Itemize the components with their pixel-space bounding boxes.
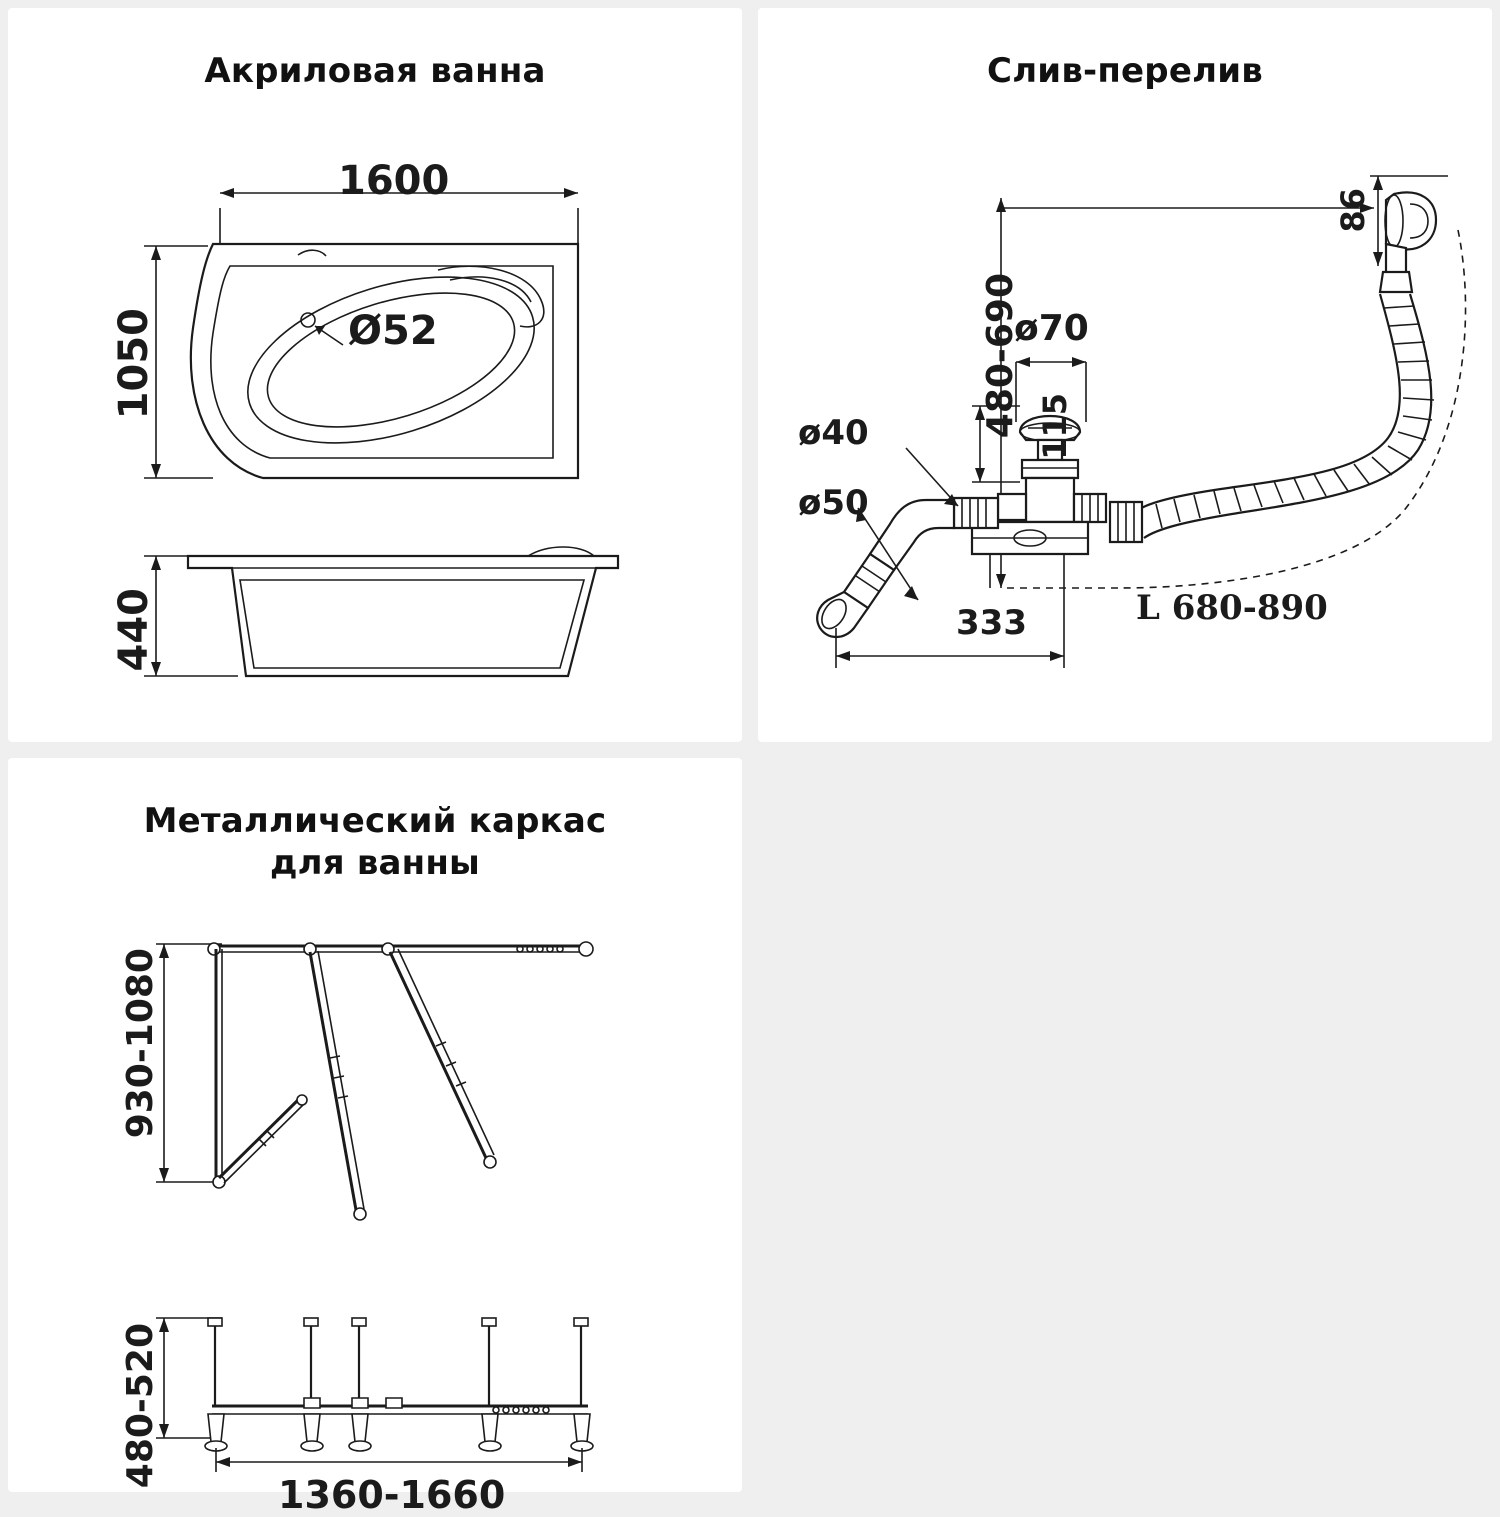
label-overflow-86: 86 [1334,188,1372,233]
panel-drain-overflow [758,8,1492,742]
label-bath-height: 440 [111,588,157,672]
label-riser-115: 115 [1036,393,1074,460]
label-frame-width: 1360-1660 [278,1473,506,1517]
label-inlet-40: ø40 [798,413,869,453]
drain-overflow-drawing [758,8,1492,742]
label-hose-length: L 680-890 [1136,588,1328,628]
label-overflow-height: 480-690 [980,273,1021,439]
acrylic-bath-drawing [8,8,742,742]
label-bath-depth: 1050 [111,308,157,420]
panel-title-drain-overflow: Слив-перелив [987,51,1263,91]
metal-frame-drawing [8,758,742,1517]
label-cap-diameter: ø70 [1014,308,1089,349]
panel-title-metal-frame-line1: Металлический каркас [143,801,607,841]
label-frame-height: 930-1080 [120,948,161,1139]
label-offset-333: 333 [956,603,1027,643]
label-inlet-50: ø50 [798,483,869,523]
panel-metal-frame [8,758,742,1517]
label-drain-diameter: Ø52 [348,308,438,354]
panel-blank [758,758,1492,1492]
label-frame-leg: 480-520 [120,1323,161,1489]
panel-acrylic-bath [8,8,742,742]
panel-title-metal-frame-line2: для ванны [269,843,481,883]
panel-title-acrylic-bath: Акриловая ванна [204,51,546,91]
label-bath-width: 1600 [338,158,450,204]
